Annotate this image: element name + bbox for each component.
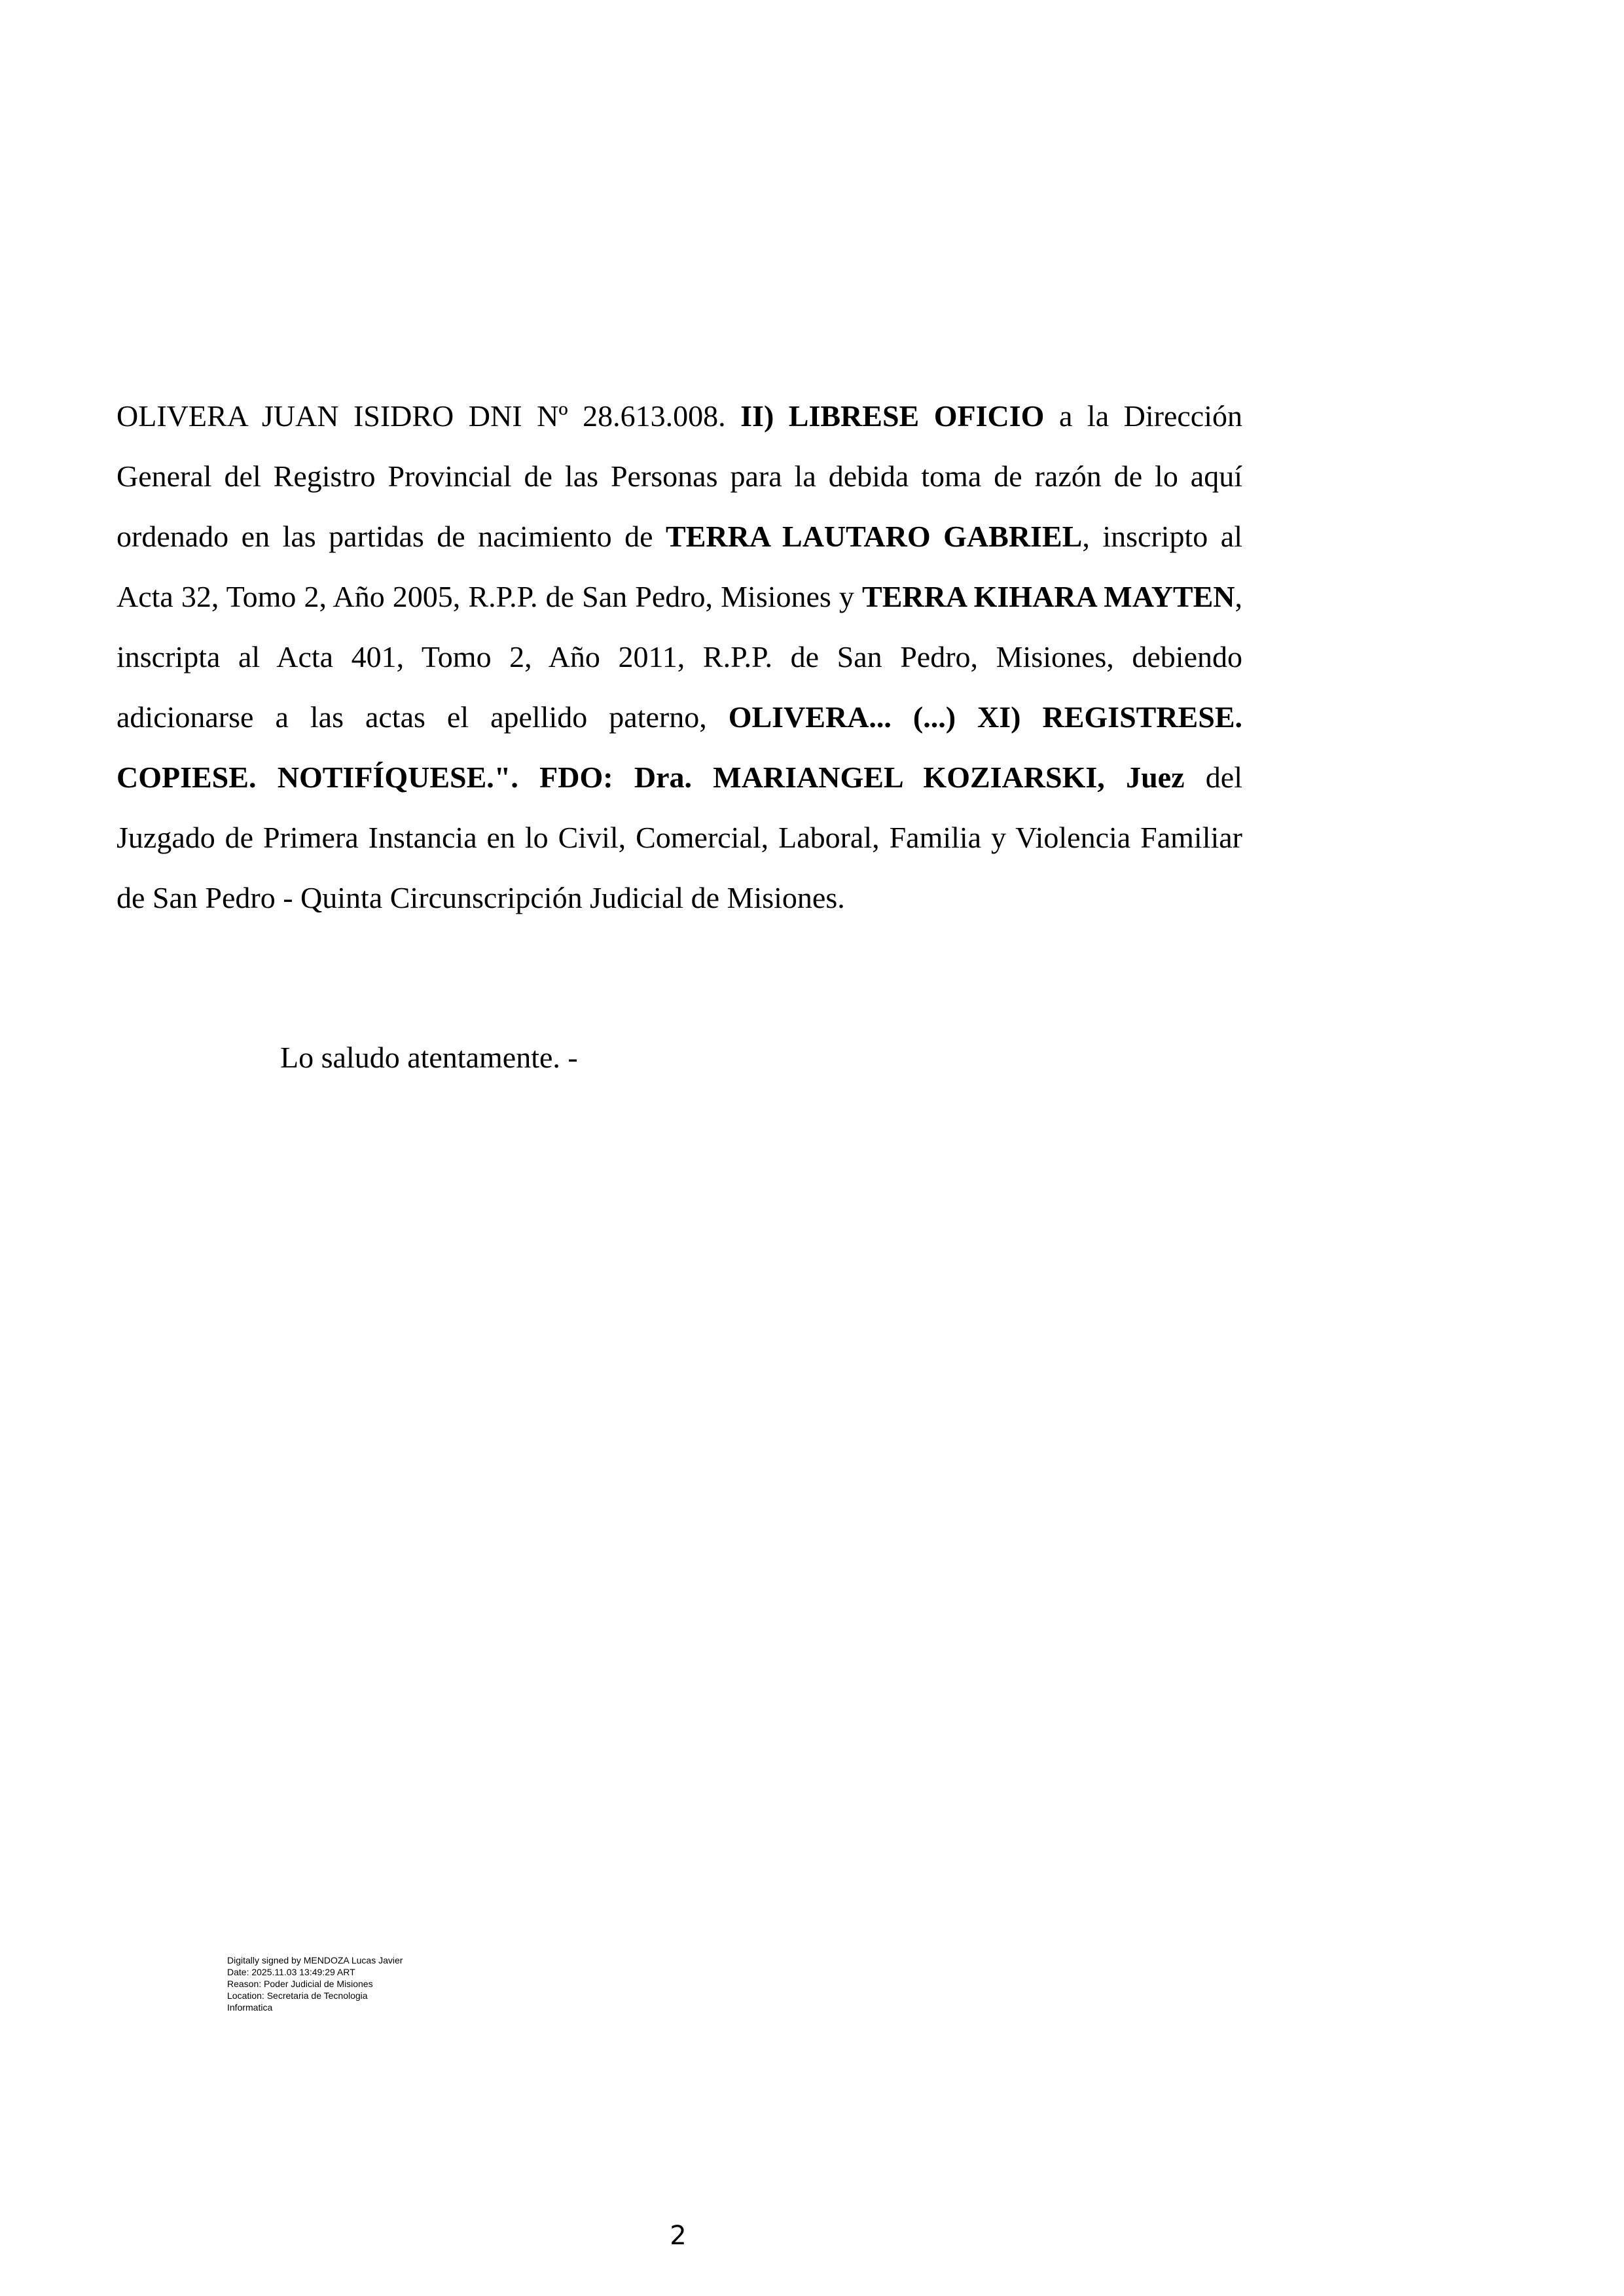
paragraph-segment: , inscripta al Acta 401, Tomo 2, Año 2011, R.P.P. de San Pedro, Misiones, debiendo adicionarse a las actas el apellido paterno, — [117, 580, 1242, 734]
signature-signed-by: Digitally signed by MENDOZA Lucas Javier — [227, 1955, 403, 1965]
body-paragraph — [117, 386, 1242, 928]
signature-reason: Reason: Poder Judicial de Misiones — [227, 1979, 373, 1989]
signature-location-continued: Informatica — [227, 2002, 273, 2013]
closing-line: Lo saludo atentamente. - — [280, 1041, 578, 1074]
paragraph-segment: OLIVERA JUAN ISIDRO DNI Nº 28.613.008. — [117, 399, 741, 433]
signature-date: Date: 2025.11.03 13:49:29 ART — [227, 1967, 355, 1977]
paragraph-segment: del Juzgado de Primera Instancia en lo Civil, Comercial, Laboral, Familia y Violencia Familiar de San Pedro - Quinta Circunscripción Judicial de Misiones. — [117, 761, 1242, 914]
paragraph-segment: , inscripto al Acta 32, Tomo 2, Año 2005, R.P.P. de San Pedro, Misiones y — [117, 520, 1242, 613]
paragraph-segment: a la Dirección General del Registro Provincial de las Personas para la debida toma de razón de lo aquí ordenado en las partidas de nacimiento de — [117, 399, 1242, 553]
paragraph-segment-bold: OLIVERA... (...) XI) REGISTRESE. COPIESE. NOTIFÍQUESE.". FDO: Dra. MARIANGEL KOZIARSKI, Juez — [117, 700, 1242, 794]
paragraph-segment-bold: TERRA LAUTARO GABRIEL — [666, 520, 1083, 553]
page-number: 2 — [670, 2221, 687, 2251]
signature-location: Location: Secretaria de Tecnologia — [227, 1990, 368, 2001]
digital-signature-block — [227, 1954, 403, 2013]
paragraph-segment-bold: II) LIBRESE OFICIO — [740, 399, 1045, 433]
paragraph-segment-bold: TERRA KIHARA MAYTEN — [862, 580, 1235, 613]
